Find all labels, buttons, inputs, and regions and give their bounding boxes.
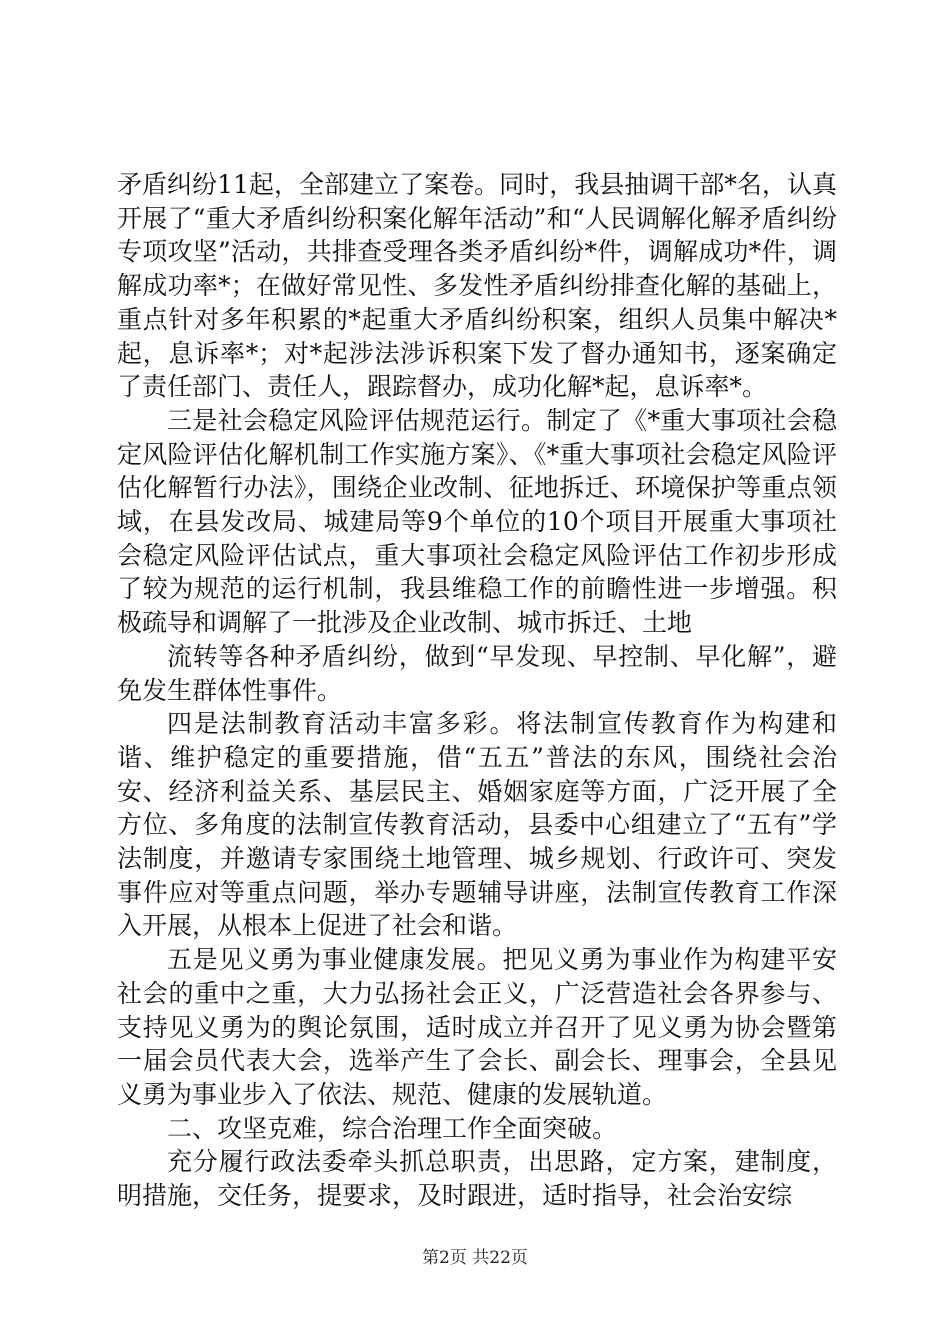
paragraph-3: 流转等各种矛盾纠纷，做到“早发现、早控制、早化解”，避免发生群体性事件。: [117, 641, 837, 705]
document-body: [117, 168, 837, 1213]
paragraph-4: 四是法制教育活动丰富多彩。将法制宣传教育作为构建和谐、维护稳定的重要措施，借“五五”普法的东风，围绕社会治安、经济利益关系、基层民主、婚姻家庭等方面，广泛开展了全方位、多角度的法制宣传教育活动，县委中心组建立了“五有”学法制度，并邀请专家围绕土地管理、城乡规划、行政许可、突发事件应对等重点问题，举办专题辅导讲座，法制宣传教育工作深入开展，从根本上促进了社会和谐。: [117, 709, 837, 941]
paragraph-1: 矛盾纠纷11起，全部建立了案卷。同时，我县抽调干部*名，认真开展了“重大矛盾纠纷积案化解年活动”和“人民调解化解矛盾纠纷专项攻坚”活动，共排查受理各类矛盾纠纷*件，调解成功*件，调解成功率*；在做好常见性、多发性矛盾纠纷排查化解的基础上，重点针对多年积累的*起重大矛盾纠纷积案，组织人员集中解决*起，息诉率*；对*起涉法涉诉积案下发了督办通知书，逐案确定了责任部门、责任人，跟踪督办，成功化解*起，息诉率*。: [117, 170, 837, 402]
paragraph-6: 充分履行政法委牵头抓总职责，出思路，定方案，建制度，明措施，交任务，提要求，及时跟进，适时指导，社会治安综: [117, 1147, 837, 1211]
page-number-footer: 第2页 共22页: [422, 1248, 528, 1268]
section-heading: 二、攻坚克难，综合治理工作全面突破。: [167, 1113, 618, 1143]
paragraph-2: 三是社会稳定风险评估规范运行。制定了《*重大事项社会稳定风险评估化解机制工作实施方案》、《*重大事项社会稳定风险评估化解暂行办法》，围绕企业改制、征地拆迁、环境保护等重点领域，在县发改局、城建局等9个单位的10个项目开展重大事项社会稳定风险评估试点，重大事项社会稳定风险评估工作初步形成了较为规范的运行机制，我县维稳工作的前瞻性进一步增强。积极疏导和调解了一批涉及企业改制、城市拆迁、土地: [117, 405, 837, 638]
paragraph-5: 五是见义勇为事业健康发展。把见义勇为事业作为构建平安社会的重中之重，大力弘扬社会正义，广泛营造社会各界参与、支持见义勇为的舆论氛围，适时成立并召开了见义勇为协会暨第一届会员代表大会，选举产生了会长、副会长、理事会，全县见义勇为事业步入了依法、规范、健康的发展轨道。: [117, 945, 837, 1109]
